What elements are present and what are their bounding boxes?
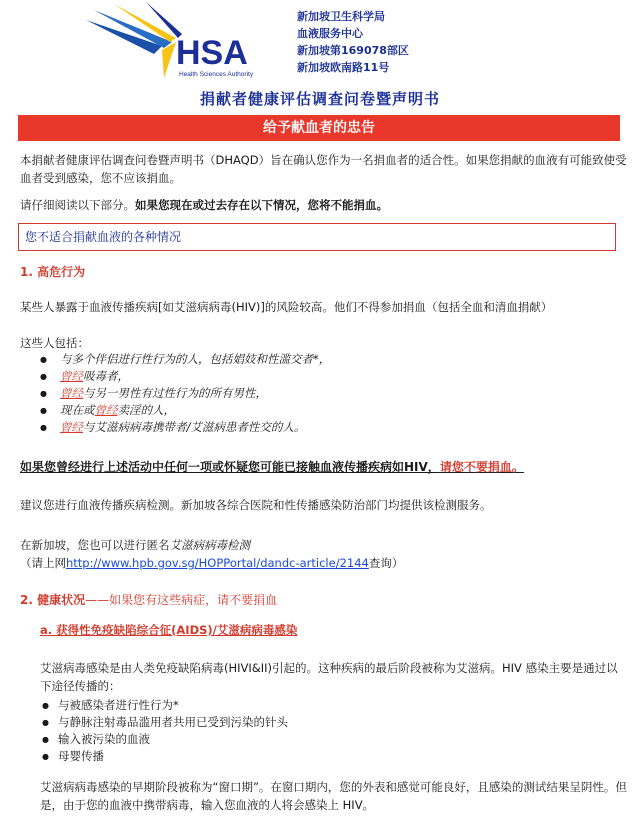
anonymous-test-italic: 艾滋病病毒检测 — [169, 538, 250, 552]
hpb-link-line: （请上网http://www.hpb.gov.sg/HOPPortal/dandc-article/2144查询） — [20, 556, 404, 570]
logo-subtext: Health Sciences Authority — [179, 71, 254, 78]
section-1-title: 1. 高危行为 — [20, 265, 86, 279]
intro-paragraph: 本捐献者健康评估调查问卷暨声明书（DHAQD）旨在确认您作为一名捐血者的适合性。如果您捐献的血液有可能致使受血者受到感染，您不应该捐血。 — [20, 153, 627, 185]
advice-banner: 给予献血者的忠告 — [18, 115, 620, 141]
intro-instruction — [20, 196, 628, 214]
anonymous-test: 在新加坡，您也可以进行匿名艾滋病病毒检测 — [20, 538, 250, 552]
list-item: ● 曾经吸毒者， — [38, 368, 330, 385]
address-line: 新加坡欧南路11号 — [297, 61, 390, 74]
address-block — [297, 8, 409, 76]
list-item: ● 与静脉注射毒品滥用者共用已受到污染的针头 — [40, 714, 288, 731]
hsa-logo — [84, 2, 274, 84]
section-1-include: 这些人包括： — [20, 336, 89, 350]
address-line: 新加坡第169078部区 — [297, 44, 409, 57]
list-item: ● 现在或曾经卖淫的人， — [38, 402, 330, 419]
aids-subheading: a. 获得性免疫缺陷综合征(AIDS)/艾滋病病毒感染 — [40, 623, 298, 637]
address-line: 血液服务中心 — [297, 27, 363, 40]
warning-text: 如果您曾经进行上述活动中任何一项或怀疑您可能已接触血液传播疾病如HIV， — [20, 460, 440, 474]
list-item: ● 母婴传播 — [40, 748, 288, 765]
section-1-paragraph: 某些人暴露于血液传播疾病[如艾滋病病毒(HIV)]的风险较高。他们不得参加捐血（包括全血和清血捐献） — [20, 300, 553, 314]
testing-advice: 建议您进行血液传播疾病检测。新加坡各综合医院和性传播感染防治部门均提供该检测服务。 — [20, 498, 492, 512]
list-item: ● 曾经与艾滋病病毒携带者/艾滋病患者性交的人。 — [38, 419, 330, 436]
logo-text: HSA — [176, 34, 248, 72]
section-2-title: 2. 健康状况——如果您有这些病症，请不要捐血 — [20, 593, 278, 607]
list-item: ● 输入被污染的血液 — [40, 731, 288, 748]
list-item: ● 曾经与另一男性有过性行为的所有男性， — [38, 385, 330, 402]
list-item: ● 与多个伴侣进行性行为的人，包括娼妓和性滥交者*， — [38, 351, 330, 368]
instruction-bold: 如果您现在或过去存在以下情况，您将不能捐血。 — [135, 198, 388, 212]
warning-red: 请您不要捐血。 — [439, 460, 524, 474]
hiv-paragraph: 艾滋病毒感染是由人类免疫缺陷病毒(HIVI&II)引起的。这种疾病的最后阶段被称为艾滋病。HIV 感染主要是通过以下途径传播的： — [40, 661, 618, 693]
transmission-list — [40, 697, 288, 765]
high-risk-list — [38, 351, 330, 436]
instruction-text: 请仔细阅读以下部分。 — [20, 198, 135, 212]
section-2-subtitle: ——如果您有这些病症，请不要捐血 — [85, 593, 278, 607]
document-title: 捐献者健康评估调查问卷暨声明书 — [199, 90, 440, 108]
hpb-link[interactable]: http://www.hpb.gov.sg/HOPPortal/dandc-article/2144 — [66, 556, 369, 570]
hsa-logo-icon — [84, 2, 274, 84]
address-line: 新加坡卫生科学局 — [297, 10, 385, 23]
ineligible-box: 您不适合捐献血液的各种情况 — [18, 223, 616, 251]
warning-line — [20, 458, 524, 475]
list-item: ● 与被感染者进行性行为* — [40, 697, 288, 714]
window-period-paragraph: 艾滋病病毒感染的早期阶段被称为“窗口期”。在窗口期内，您的外表和感觉可能良好，且感染的测试结果呈阴性。但是，由于您的血液中携带病毒，输入您血液的人将会感染上 HIV。 — [40, 780, 627, 812]
